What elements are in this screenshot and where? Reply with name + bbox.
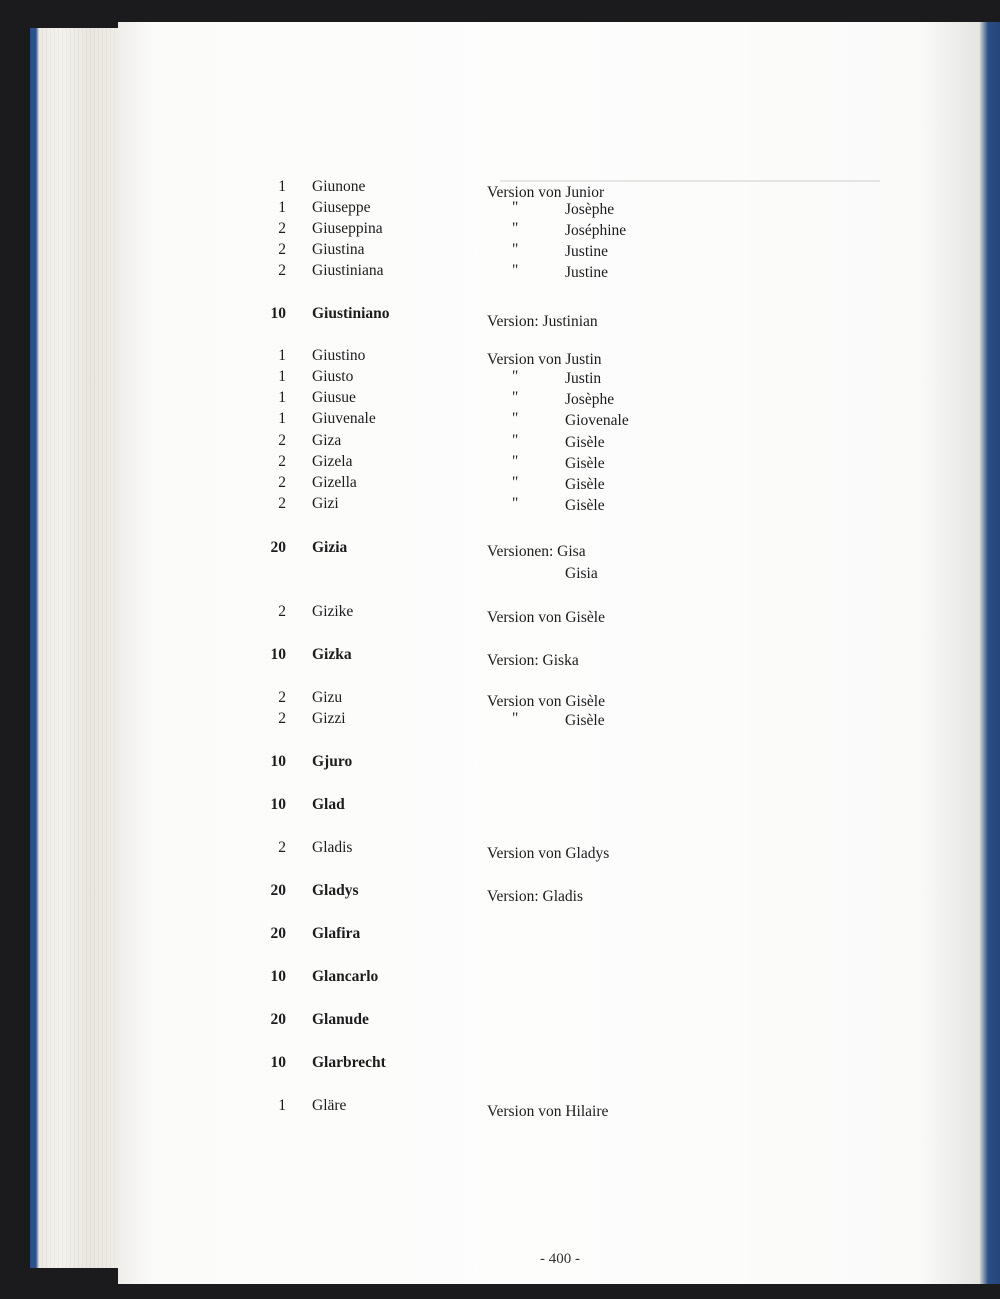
entry-name: Giuseppina [312, 220, 383, 237]
entry-count: 10 [270, 646, 286, 663]
entry-version-target: Joséphine [565, 222, 627, 239]
entry-version: Version von Junior [487, 184, 605, 201]
entry-name: Giustiniana [312, 262, 384, 279]
entry-version: " [512, 410, 519, 427]
entry-count: 2 [278, 495, 286, 512]
entry-version: " [512, 432, 519, 449]
entry-count: 1 [278, 347, 286, 364]
entry-count: 20 [270, 1011, 286, 1028]
entry-version: " [512, 710, 519, 727]
entry-version: " [512, 474, 519, 491]
entry-count: 2 [278, 453, 286, 470]
entry-name: Gizi [312, 495, 339, 512]
entry-count: 1 [278, 368, 286, 385]
entry-version-target: Gisèle [565, 455, 605, 472]
entry-name: Gizike [312, 603, 354, 620]
entry-count: 20 [270, 539, 286, 556]
entry-name: Gizzi [312, 710, 346, 727]
entry-version: Version von Gladys [487, 845, 610, 862]
entry-version-target: Gisèle [565, 497, 605, 514]
entry-name: Giustiniano [312, 305, 390, 322]
entry-version-target: Josèphe [565, 391, 615, 408]
entry-name: Giustina [312, 241, 365, 258]
entry-count: 2 [278, 262, 286, 279]
entry-count: 10 [270, 968, 286, 985]
entry-count: 2 [278, 432, 286, 449]
entry-version: Version: Justinian [487, 313, 598, 330]
entry-version: Version von Gisèle [487, 609, 605, 626]
entry-version: Version: Gladis [487, 888, 584, 905]
entry-name: Gizu [312, 689, 343, 706]
entry-version-target: Gisia [565, 565, 598, 582]
entry-name: Giustino [312, 347, 366, 364]
entry-count: 10 [270, 1054, 286, 1071]
entry-name: Gjuro [312, 753, 353, 770]
entry-count: 1 [278, 1097, 286, 1114]
entry-version: " [512, 368, 519, 385]
entry-version-target: Giovenale [565, 412, 629, 429]
entry-count: 10 [270, 796, 286, 813]
entry-name: Giuseppe [312, 199, 371, 216]
entry-count: 1 [278, 199, 286, 216]
entry-version: Version von Hilaire [487, 1103, 609, 1120]
entry-version: " [512, 262, 519, 279]
entry-count: 2 [278, 603, 286, 620]
entry-version: " [512, 389, 519, 406]
entry-name: Glancarlo [312, 968, 379, 985]
entry-version: Version von Gisèle [487, 693, 605, 710]
entry-version: Version von Justin [487, 351, 602, 368]
entry-count: 2 [278, 474, 286, 491]
entry-count: 1 [278, 410, 286, 427]
entry-name: Gizella [312, 474, 357, 491]
entry-version-target: Justine [565, 243, 609, 260]
entry-version: Version: Giska [487, 652, 579, 669]
book-cover-edge [980, 22, 1000, 1284]
entry-count: 2 [278, 710, 286, 727]
entry-name: Giunone [312, 178, 366, 195]
entry-count: 2 [278, 689, 286, 706]
entry-name: Gläre [312, 1097, 347, 1114]
entry-count: 20 [270, 882, 286, 899]
entry-name: Giusto [312, 368, 354, 385]
entry-version: " [512, 453, 519, 470]
entry-name: Glafira [312, 925, 361, 942]
entry-name: Gladis [312, 839, 353, 856]
entry-name: Glad [312, 796, 345, 813]
book-page-edges [30, 28, 130, 1268]
entry-version-target: Gisèle [565, 476, 605, 493]
entry-version-target: Gisèle [565, 712, 605, 729]
entry-count: 20 [270, 925, 286, 942]
entry-name: Giza [312, 432, 342, 449]
entry-count: 10 [270, 753, 286, 770]
entry-version: " [512, 220, 519, 237]
entry-version: " [512, 495, 519, 512]
entry-name: Giuvenale [312, 410, 376, 427]
entry-name: Gizka [312, 646, 352, 663]
entry-count: 1 [278, 389, 286, 406]
entry-name: Glanude [312, 1011, 369, 1028]
entry-version-target: Gisèle [565, 434, 605, 451]
entry-count: 2 [278, 839, 286, 856]
entry-version-target: Justin [565, 370, 602, 387]
entry-name: Gladys [312, 882, 359, 899]
entry-name: Glarbrecht [312, 1054, 386, 1071]
entry-version: Versionen: Gisa [487, 543, 586, 560]
entry-count: 2 [278, 220, 286, 237]
entry-version: " [512, 199, 519, 216]
entry-name: Gizia [312, 539, 348, 556]
entry-name: Giusue [312, 389, 356, 406]
entry-version-target: Josèphe [565, 201, 615, 218]
entry-count: 2 [278, 241, 286, 258]
entry-version: " [512, 241, 519, 258]
page-number: - 400 - [540, 1251, 580, 1267]
entry-count: 1 [278, 178, 286, 195]
entry-count: 10 [270, 305, 286, 322]
entry-version-target: Justine [565, 264, 609, 281]
entry-name: Gizela [312, 453, 353, 470]
